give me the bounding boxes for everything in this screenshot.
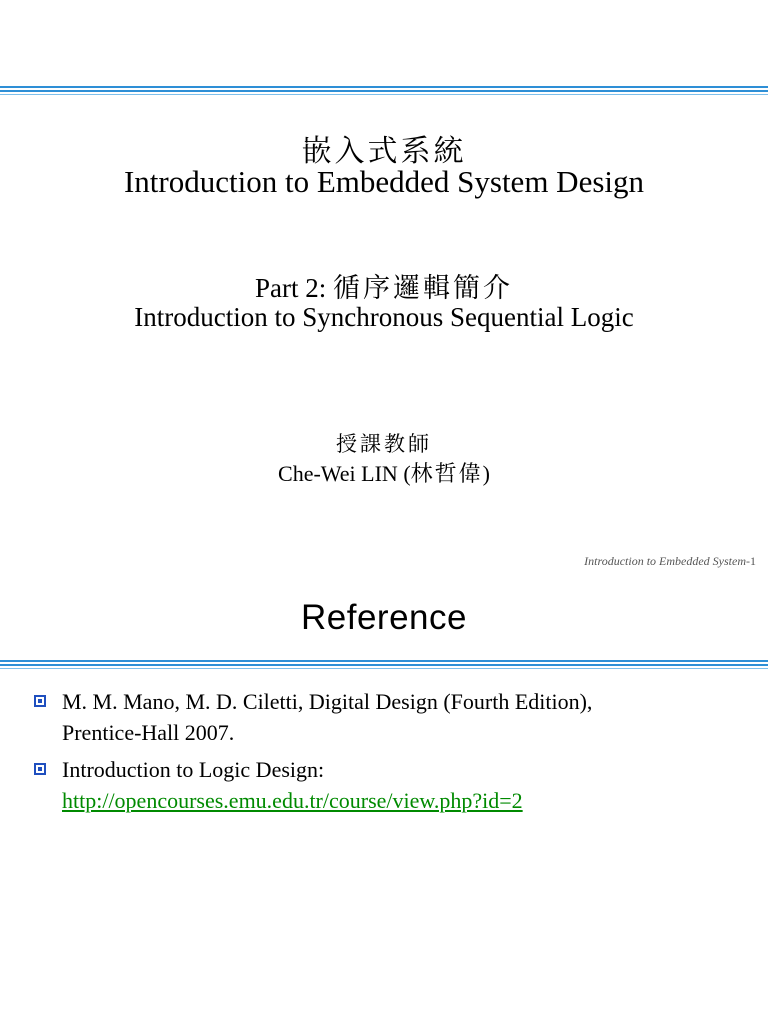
footer-page-number: 1 (750, 554, 756, 568)
slide-footer (584, 554, 756, 569)
reference-rule (0, 660, 768, 671)
reference-list (34, 686, 734, 822)
reference-title: Reference (301, 598, 467, 637)
list-item (34, 754, 734, 816)
square-bullet-icon (34, 695, 46, 707)
part-title-cjk: 循序邏輯簡介 (333, 273, 513, 304)
instructor-name-en: Che-Wei LIN ( (278, 461, 411, 486)
instructor-name (0, 457, 768, 488)
footer-text: Introduction to Embedded System- (584, 554, 750, 568)
header-rule (0, 86, 768, 97)
reference-link[interactable]: http://opencourses.emu.edu.tr/course/view.php?id=2 (62, 788, 523, 813)
reference-line: Introduction to Logic Design: (62, 757, 325, 782)
part-heading (0, 266, 768, 305)
list-item (34, 686, 734, 748)
square-bullet-icon (34, 763, 46, 775)
slide-2 (0, 580, 768, 1024)
instructor-name-cjk: 林哲偉 (410, 462, 483, 487)
part-prefix: Part 2: (255, 273, 333, 303)
reference-line: M. M. Mano, M. D. Ciletti, Digital Design (Fourth Edition), (62, 689, 593, 714)
instructor-name-close: ) (482, 461, 490, 486)
reference-line: Prentice-Hall 2007. (62, 720, 235, 745)
part-subtitle-en: Introduction to Synchronous Sequential Logic (134, 302, 634, 332)
instructor-label: 授課教師 (336, 432, 432, 456)
course-title-en: Introduction to Embedded System Design (123, 164, 645, 199)
course-title-cjk: 嵌入式系統 (301, 134, 467, 169)
